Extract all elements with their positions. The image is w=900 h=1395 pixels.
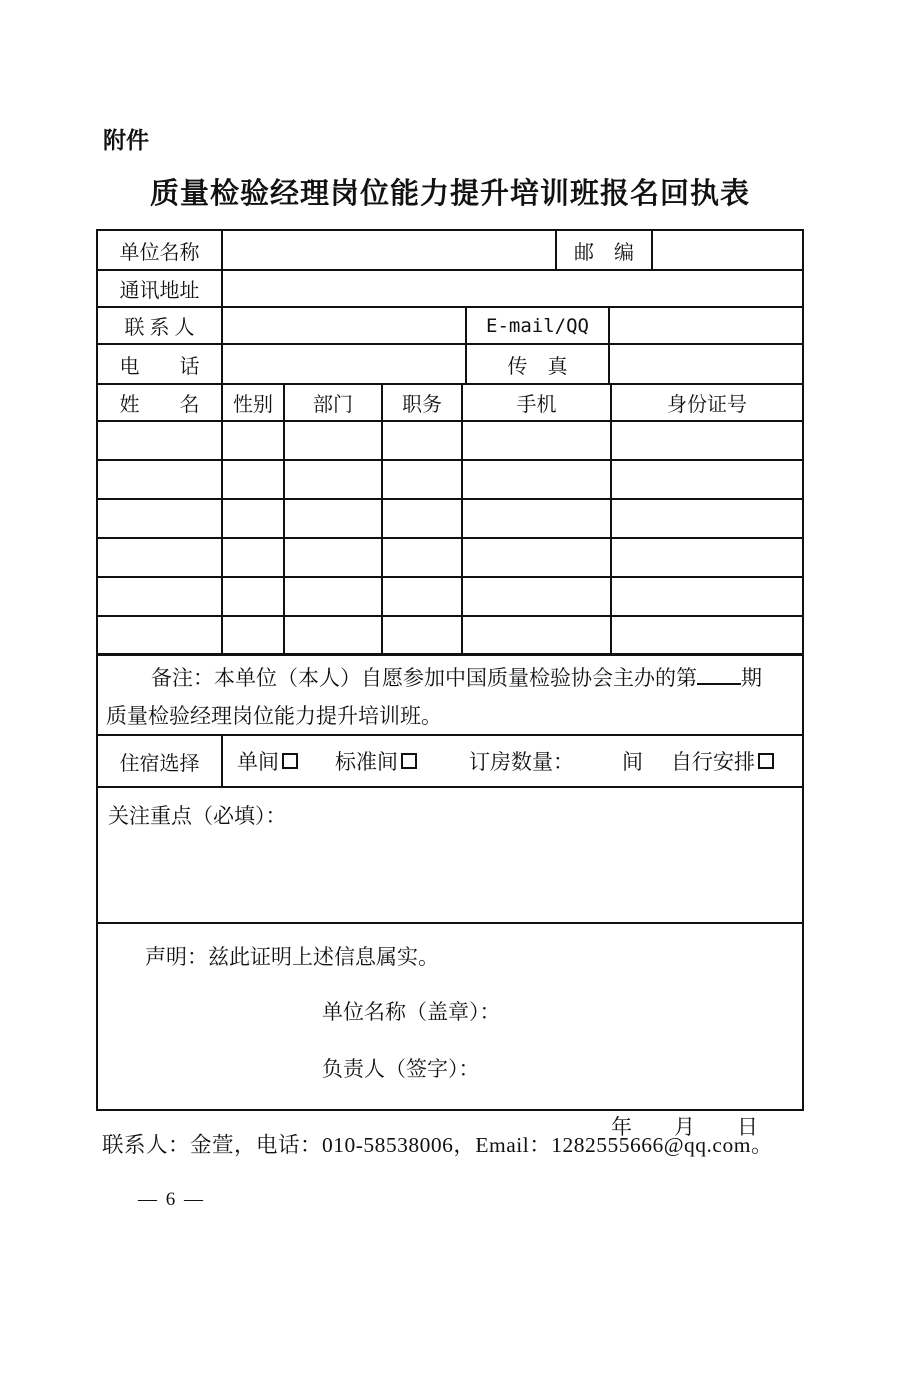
page-title: 质量检验经理岗位能力提升培训班报名回执表 <box>149 178 750 210</box>
self-arrange-label: 自行安排 <box>671 750 755 774</box>
attendee-header-row <box>98 385 802 422</box>
row-phone <box>98 345 802 385</box>
standard-room-label: 标准间 <box>335 750 398 774</box>
declaration-statement: 声明：兹此证明上述信息属实。 <box>145 945 439 969</box>
attendee-row <box>98 578 802 617</box>
row-unit-name <box>98 231 802 271</box>
accommodation-label: 住宿选择 <box>119 752 200 775</box>
page-number: — 6 — <box>138 1189 205 1210</box>
attachment-label: 附件 <box>103 127 149 153</box>
col-header-id-number: 身份证号 <box>610 385 802 420</box>
self-arrange-checkbox <box>758 753 774 769</box>
fax-input-cell <box>608 345 802 383</box>
room-unit-label: 间 <box>622 750 643 774</box>
col-header-sex: 性别 <box>221 385 283 420</box>
document-page <box>0 122 900 1211</box>
signer-label: 负责人（签字）： <box>322 1057 480 1081</box>
col-header-name: 姓 名 <box>119 394 200 416</box>
unit-name-input-cell <box>221 231 555 269</box>
standard-room-checkbox <box>401 753 417 769</box>
unit-seal-label: 单位名称（盖章）： <box>322 1000 501 1024</box>
accommodation-options <box>221 736 802 786</box>
focus-label: 关注重点（必填）： <box>108 804 287 828</box>
registration-form-table <box>96 229 804 1139</box>
declaration-section <box>98 924 802 1139</box>
phone-input-cell <box>221 345 465 383</box>
remark-line1: 备注：本单位（本人）自愿参加中国质量检验协会主办的第 期 <box>151 666 762 690</box>
contact-label: 联 系 人 <box>124 317 195 339</box>
postcode-label: 邮 编 <box>555 231 651 269</box>
address-label: 通讯地址 <box>119 280 200 302</box>
address-input-cell <box>221 271 802 306</box>
fax-label: 传 真 <box>465 345 608 383</box>
session-number-blank <box>697 664 741 685</box>
row-contact <box>98 308 802 345</box>
postcode-input-cell <box>651 231 802 269</box>
date-line: 年 月 日 <box>611 1115 758 1139</box>
remark-section <box>98 656 802 736</box>
contact-input-cell <box>221 308 465 343</box>
row-address <box>98 271 802 308</box>
attendee-row <box>98 461 802 500</box>
focus-section <box>98 788 802 924</box>
col-header-department: 部门 <box>283 385 381 420</box>
single-room-label: 单间 <box>237 750 279 774</box>
footer-contact-info: 联系人：金萱，电话：010-58538006，Email：1282555666@qq.com。 <box>102 1133 773 1157</box>
email-input-cell <box>608 308 802 343</box>
booking-qty-label: 订房数量： <box>469 750 574 774</box>
attendee-row <box>98 539 802 578</box>
col-header-duty: 职务 <box>381 385 461 420</box>
attendee-row <box>98 500 802 539</box>
phone-label: 电 话 <box>119 355 200 378</box>
attendee-row <box>98 617 802 656</box>
single-room-checkbox <box>282 753 298 769</box>
email-label: E-mail/QQ <box>465 308 608 343</box>
unit-name-label: 单位名称 <box>119 241 200 264</box>
attendee-row <box>98 422 802 461</box>
accommodation-row <box>98 736 802 788</box>
col-header-mobile: 手机 <box>461 385 610 420</box>
remark-line2: 质量检验经理岗位能力提升培训班。 <box>106 704 442 728</box>
